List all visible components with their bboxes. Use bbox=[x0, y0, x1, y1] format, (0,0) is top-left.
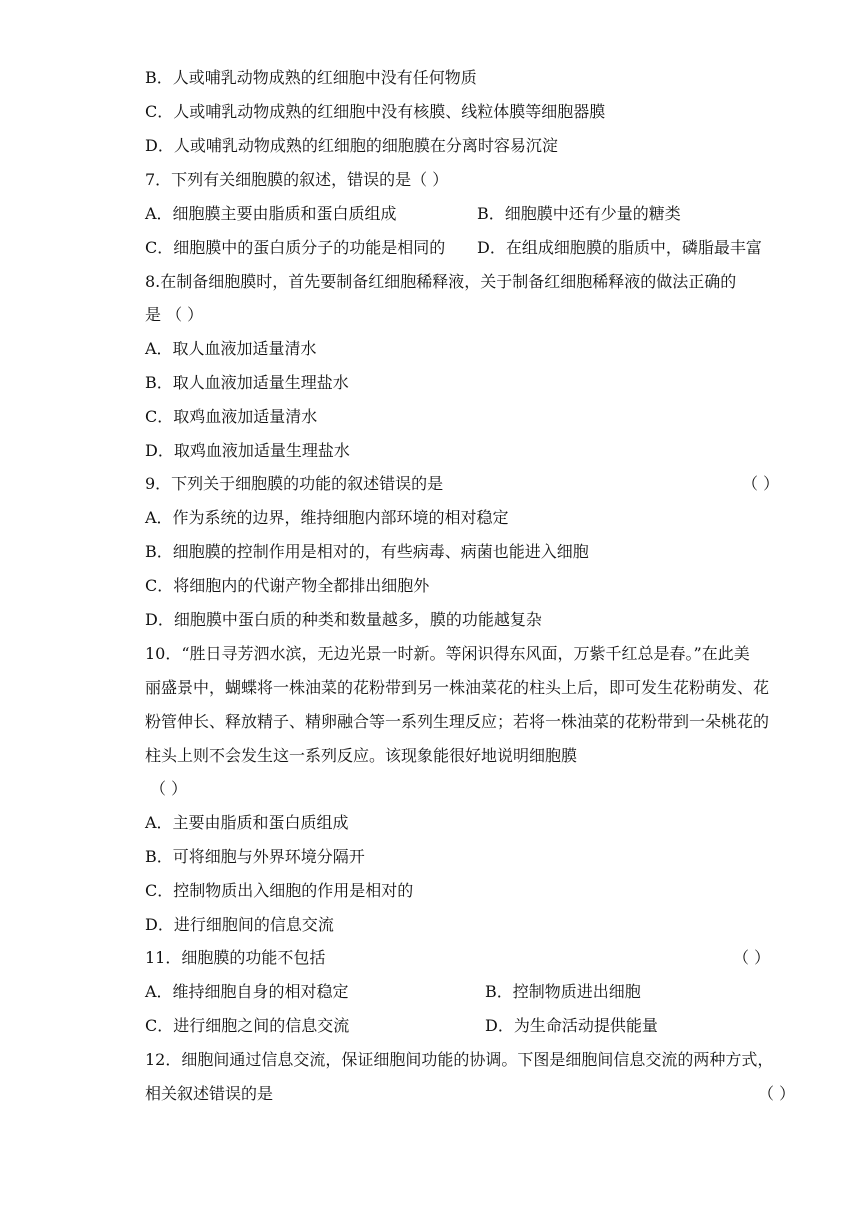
q11-option-a: A．维持细胞自身的相对稳定 bbox=[145, 982, 349, 1001]
q9-option-b: B．细胞膜的控制作用是相对的，有些病毒、病菌也能进入细胞 bbox=[145, 542, 589, 561]
q12-stem-line-1: 12．细胞间通过信息交流，保证细胞间功能的协调。下图是细胞间信息交流的两种方式， bbox=[145, 1050, 774, 1069]
q11-option-d: D．为生命活动提供能量 bbox=[485, 1016, 658, 1035]
q10-answer-paren: （ ） bbox=[150, 779, 188, 798]
q10-stem-line-2: 丽盛景中，蝴蝶将一株油菜的花粉带到另一株油菜花的柱头上后，即可发生花粉萌发、花 bbox=[145, 678, 770, 697]
q8-stem-line-1: 8.在制备细胞膜时，首先要制备红细胞稀释液，关于制备红细胞稀释液的做法正确的 bbox=[145, 272, 737, 291]
q8-option-d: D．取鸡血液加适量生理盐水 bbox=[145, 441, 350, 460]
q7-option-b: B．细胞膜中还有少量的糖类 bbox=[477, 204, 681, 223]
q9-stem: 9．下列关于细胞膜的功能的叙述错误的是 bbox=[145, 474, 444, 493]
q6-option-d: D．人或哺乳动物成熟的红细胞的细胞膜在分离时容易沉淀 bbox=[145, 136, 558, 155]
q10-option-b: B．可将细胞与外界环境分隔开 bbox=[145, 847, 365, 866]
q10-stem-line-3: 粉管伸长、释放精子、精卵融合等一系列生理反应；若将一株油菜的花粉带到一朵桃花的 bbox=[145, 712, 770, 731]
q11-stem: 11．细胞膜的功能不包括 bbox=[145, 948, 326, 967]
q9-option-a: A．作为系统的边界，维持细胞内部环境的相对稳定 bbox=[145, 508, 509, 527]
q10-stem-line-1: 10．“胜日寻芳泗水滨，无边光景一时新。等闲识得东风面，万紫千红总是春。”在此美 bbox=[145, 644, 750, 663]
q12-answer-paren: （ ） bbox=[758, 1084, 796, 1103]
q10-option-d: D．进行细胞间的信息交流 bbox=[145, 915, 334, 934]
q9-option-d: D．细胞膜中蛋白质的种类和数量越多，膜的功能越复杂 bbox=[145, 610, 542, 629]
q8-stem-line-2: 是 （ ） bbox=[145, 305, 204, 324]
q10-option-a: A．主要由脂质和蛋白质组成 bbox=[145, 813, 349, 832]
q9-answer-paren: （ ） bbox=[742, 474, 780, 493]
q7-option-a: A．细胞膜主要由脂质和蛋白质组成 bbox=[145, 204, 397, 223]
q10-option-c: C．控制物质出入细胞的作用是相对的 bbox=[145, 881, 414, 900]
q6-option-c: C．人或哺乳动物成熟的红细胞中没有核膜、线粒体膜等细胞器膜 bbox=[145, 102, 606, 121]
q10-stem-line-4: 柱头上则不会发生这一系列反应。该现象能很好地说明细胞膜 bbox=[145, 746, 578, 765]
q7-option-d: D．在组成细胞膜的脂质中，磷脂最丰富 bbox=[477, 238, 762, 257]
q7-stem: 7．下列有关细胞膜的叙述，错误的是（ ） bbox=[145, 170, 449, 189]
q11-answer-paren: （ ） bbox=[733, 948, 771, 967]
q11-option-c: C．进行细胞之间的信息交流 bbox=[145, 1016, 350, 1035]
q6-option-b: B．人或哺乳动物成熟的红细胞中没有任何物质 bbox=[145, 68, 477, 87]
q8-option-b: B．取人血液加适量生理盐水 bbox=[145, 373, 349, 392]
q9-option-c: C．将细胞内的代谢产物全都排出细胞外 bbox=[145, 576, 430, 595]
q12-stem-line-2: 相关叙述错误的是 bbox=[145, 1084, 274, 1103]
q8-option-a: A．取人血液加适量清水 bbox=[145, 339, 317, 358]
q8-option-c: C．取鸡血液加适量清水 bbox=[145, 407, 318, 426]
q7-option-c: C．细胞膜中的蛋白质分子的功能是相同的 bbox=[145, 238, 446, 257]
q11-option-b: B．控制物质进出细胞 bbox=[485, 982, 641, 1001]
